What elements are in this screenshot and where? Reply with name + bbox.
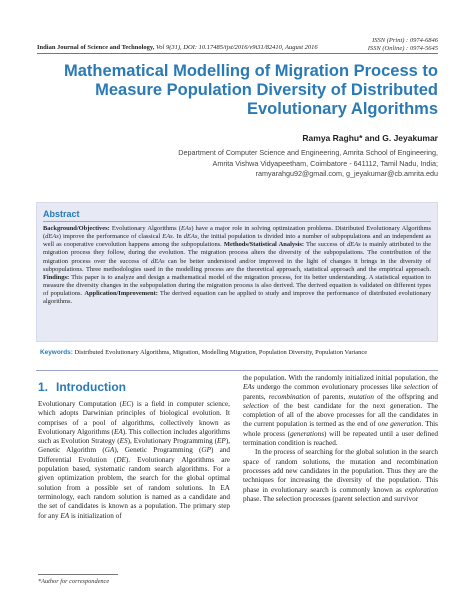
section-divider: [36, 370, 438, 371]
intro-paragraph-1: Evolutionary Computation (EC) is a field in computer science, which adopts Darwinian principles of biological evolution. It comprises of a pool of algorithms, collectively known as Evolutionary Algorithms (EA). This collection includes algorithms such as Evolution Strategy (ES), Evolutionary Programming (EP), Genetic Algorithm (GA), Genetic Programming (GP) and Differential Evolution (DE). Evolutionary Algorithms are population based, systematic random search algorithms. For a given optimization problem, the search for the global optimal solution from a possible set of random solutions. In EA terminology, each random solution is named as a candidate and the set of candidates is known as a population. The primary step for any EA is initialization of: [38, 400, 231, 520]
intro-paragraph-1-continued: the population. With the randomly initialized initial population, the EAs undergo the common evolutionary processes like selection of parents, recombination of parents, mutation of the offspring and selection of the best candidate for the next generation. The completion of all of the above processes for all the candidates in the current population is termed as the end of one generation. This whole process (generations) will be repeated until a user defined termination condition is reached.: [243, 374, 439, 448]
affiliation: [178, 148, 438, 180]
keywords-list: Distributed Evolutionary Algorithms, Migration, Modelling Migration, Population Diversity, Population Variance: [72, 349, 368, 356]
paper-title: Mathematical Modelling of Migration Process to Measure Population Diversity of Distributed Evolutionary Algorithms: [63, 62, 438, 118]
section-heading-introduction: 1. Introduction: [38, 380, 126, 394]
column-right: [243, 374, 438, 504]
header-divider: [37, 53, 438, 54]
intro-paragraph-2: In the process of searching for the global solution in the search space of random solutions, the mutation and recombination processes add new candidates in the population. Thus they are the techniques for increasing the diversity of the population. This phase in evolutionary search is commonly known as exploration phase. The selection processes (parent selection and survivor: [243, 448, 438, 503]
footnote: *Author for correspondence: [38, 578, 110, 585]
affiliation-line-1: Department of Computer Science and Engineering, Amrita School of Engineering,: [178, 148, 438, 157]
keywords: [40, 349, 438, 358]
abstract-divider: [43, 221, 431, 222]
keywords-label: Keywords:: [40, 349, 73, 356]
abstract-box: [36, 202, 438, 342]
footnote-divider: [38, 574, 118, 575]
abstract-heading: Abstract: [43, 209, 80, 219]
column-left: [38, 374, 230, 521]
authors: Ramya Raghu* and G. Jeyakumar: [302, 133, 438, 143]
issn-block: [368, 37, 438, 53]
issn-online: ISSN (Online) : 0974-5645: [367, 45, 438, 52]
journal-name: Indian Journal of Science and Technology,: [37, 44, 155, 51]
volume-info: Vol 9(31), DOI: 10.17485/ijst/2016/v9i31/82410, August 2016: [156, 44, 318, 51]
affiliation-emails: ramyarahgu92@gmail.com, g_jeyakumar@cb.amrita.edu: [255, 169, 438, 178]
abstract-text: Background/Objectives: Evolutionary Algorithms (EAs) have a major role in solving optimization problems. Distributed Evolutionary Algorithms (dEAs) improve the performance of classical EAs. In dEAs, the initial population is divided into a number of subpopulations and an independent as well as cooperative coevolution happens among the subpopulations. Methods/Statistical Analysis: The success of dEAs is mainly attributed to the migration process they follow, during the evolution. The migration process alters the diversity of the subpopulations. The contribution of the migration process over the success of dEAs can be better understood and/or improved in the light of changes it brings in the diversity of subpopulations. Three methodologies used in the modelling process are the theoretical approach, statistical approach and the empirical approach. Findings: This paper is to analyze and design a mathematical model of the migration process, for its better understanding. A statistical equation to measure the diversity changes in the subpopulation during the migration process is also derived. The derived equation is validated on different types of populations. Application/Improvement: The derived equation can be applied to study and improve the performance of distributed evolutionary algorithms.: [43, 225, 432, 306]
affiliation-line-2: Amrita Vishwa Vidyapeetham, Coimbatore - 641112, Tamil Nadu, India;: [212, 158, 438, 168]
issn-print: ISSN (Print) : 0974-6846: [372, 37, 438, 44]
running-header: [37, 44, 318, 51]
